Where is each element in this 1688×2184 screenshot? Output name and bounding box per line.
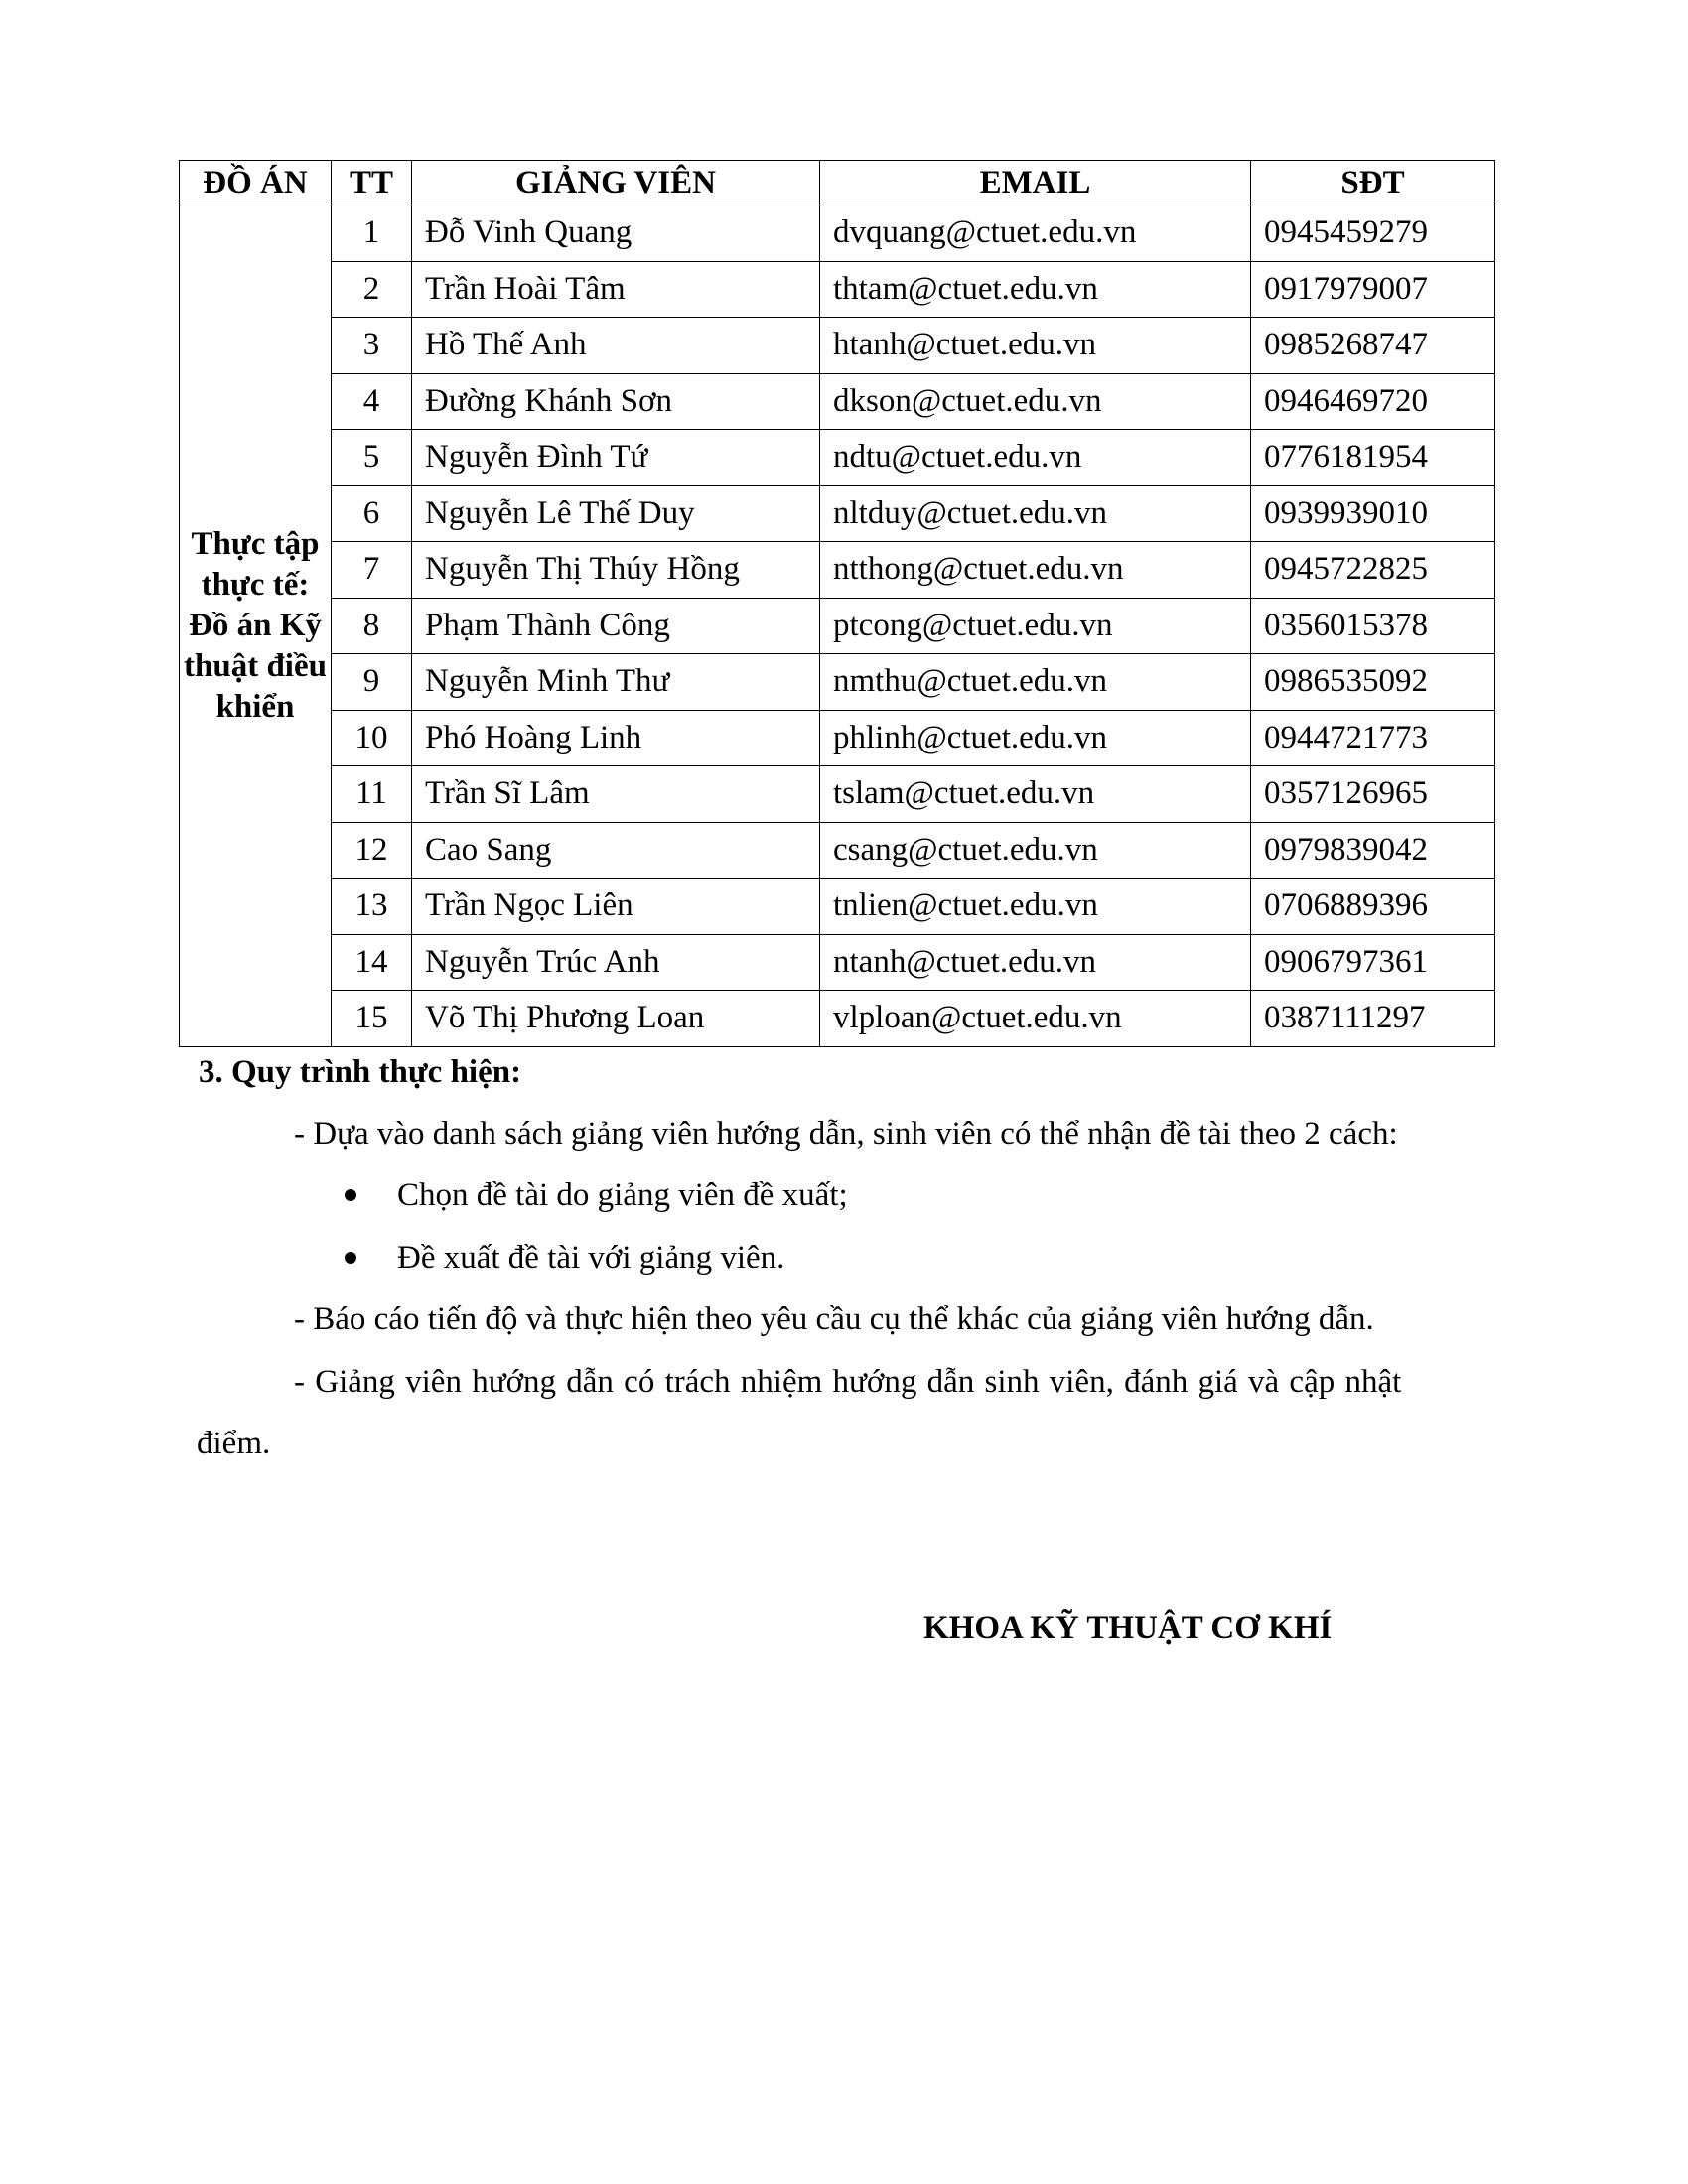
lecturer-email: nmthu@ctuet.edu.vn [820,654,1251,711]
row-number: 10 [332,710,412,766]
header-lecturer: GIẢNG VIÊN [412,161,820,205]
header-tt: TT [332,161,412,205]
row-number: 14 [332,934,412,991]
project-name-cell: Thực tập thực tế: Đồ án Kỹ thuật điều khiển [180,205,332,1047]
lecturer-name: Nguyễn Đình Tứ [412,430,820,486]
intro-paragraph: - Dựa vào danh sách giảng viên hướng dẫn, sinh viên có thể nhận đề tài theo 2 cách: [294,1116,1398,1152]
lecturer-phone: 0986535092 [1251,654,1495,711]
lecturer-email: tslam@ctuet.edu.vn [820,766,1251,823]
bullet-icon [345,1189,356,1201]
lecturer-name: Phó Hoàng Linh [412,710,820,766]
lecturer-email: dkson@ctuet.edu.vn [820,373,1251,430]
table-row [180,542,1495,599]
lecturer-email: phlinh@ctuet.edu.vn [820,710,1251,766]
lecturer-phone: 0946469720 [1251,373,1495,430]
lecturer-email: nltduy@ctuet.edu.vn [820,485,1251,542]
table-row [180,654,1495,711]
row-number: 9 [332,654,412,711]
lecturer-email: ntanh@ctuet.edu.vn [820,934,1251,991]
lecturer-phone: 0939939010 [1251,485,1495,542]
table-row [180,485,1495,542]
table-row [180,766,1495,823]
lecturer-phone: 0906797361 [1251,934,1495,991]
lecturer-email: csang@ctuet.edu.vn [820,822,1251,879]
row-number: 6 [332,485,412,542]
lecturer-phone: 0387111297 [1251,991,1495,1047]
lecturer-email: thtam@ctuet.edu.vn [820,261,1251,318]
table-row [180,934,1495,991]
lecturer-email: vlploan@ctuet.edu.vn [820,991,1251,1047]
row-number: 12 [332,822,412,879]
progress-paragraph: - Báo cáo tiến độ và thực hiện theo yêu cầu cụ thể khác của giảng viên hướng dẫn. [294,1301,1374,1337]
section-heading: 3. Quy trình thực hiện: [199,1054,522,1090]
lecturer-name: Phạm Thành Công [412,598,820,654]
bullet-text: Chọn đề tài do giảng viên đề xuất; [397,1177,848,1213]
row-number: 5 [332,430,412,486]
table-row [180,261,1495,318]
row-number: 13 [332,879,412,935]
lecturer-name: Trần Hoài Tâm [412,261,820,318]
lecturer-phone: 0945722825 [1251,542,1495,599]
lecturer-name: Nguyễn Thị Thúy Hồng [412,542,820,599]
lecturer-name: Nguyễn Minh Thư [412,654,820,711]
responsibility-paragraph-cont: điểm. [197,1426,271,1461]
table-row [180,205,1495,262]
row-number: 15 [332,991,412,1047]
row-number: 11 [332,766,412,823]
table-row [180,598,1495,654]
row-number: 7 [332,542,412,599]
lecturer-name: Cao Sang [412,822,820,879]
bullet-icon [345,1252,356,1264]
lecturer-phone: 0356015378 [1251,598,1495,654]
lecturer-name: Nguyễn Trúc Anh [412,934,820,991]
lecturer-phone: 0979839042 [1251,822,1495,879]
lecturer-phone: 0706889396 [1251,879,1495,935]
header-email: EMAIL [820,161,1251,205]
lecturer-phone: 0357126965 [1251,766,1495,823]
table-row [180,879,1495,935]
table-row [180,373,1495,430]
faculty-signature: KHOA KỸ THUẬT CƠ KHÍ [923,1610,1333,1646]
supervisor-table [179,160,1495,1047]
lecturer-email: ndtu@ctuet.edu.vn [820,430,1251,486]
lecturer-name: Đỗ Vinh Quang [412,205,820,262]
table-row [180,822,1495,879]
lecturer-name: Trần Ngọc Liên [412,879,820,935]
row-number: 2 [332,261,412,318]
table-row [180,318,1495,374]
lecturer-phone: 0944721773 [1251,710,1495,766]
table-row [180,430,1495,486]
bullet-text: Đề xuất đề tài với giảng viên. [397,1240,785,1276]
lecturer-name: Hồ Thế Anh [412,318,820,374]
lecturer-email: ptcong@ctuet.edu.vn [820,598,1251,654]
lecturer-email: dvquang@ctuet.edu.vn [820,205,1251,262]
table-body [180,205,1495,1047]
lecturer-phone: 0917979007 [1251,261,1495,318]
lecturer-phone: 0945459279 [1251,205,1495,262]
lecturer-email: tnlien@ctuet.edu.vn [820,879,1251,935]
lecturer-name: Nguyễn Lê Thế Duy [412,485,820,542]
lecturer-name: Đường Khánh Sơn [412,373,820,430]
table-row [180,991,1495,1047]
lecturer-email: ntthong@ctuet.edu.vn [820,542,1251,599]
lecturer-name: Võ Thị Phương Loan [412,991,820,1047]
lecturer-phone: 0776181954 [1251,430,1495,486]
header-phone: SĐT [1251,161,1495,205]
row-number: 8 [332,598,412,654]
lecturer-phone: 0985268747 [1251,318,1495,374]
table-row [180,710,1495,766]
lecturer-name: Trần Sĩ Lâm [412,766,820,823]
row-number: 1 [332,205,412,262]
table-header-row [180,161,1495,205]
lecturer-email: htanh@ctuet.edu.vn [820,318,1251,374]
row-number: 3 [332,318,412,374]
row-number: 4 [332,373,412,430]
responsibility-paragraph: - Giảng viên hướng dẫn có trách nhiệm hướng dẫn sinh viên, đánh giá và cập nhật [294,1364,1402,1400]
header-project: ĐỒ ÁN [180,161,332,205]
